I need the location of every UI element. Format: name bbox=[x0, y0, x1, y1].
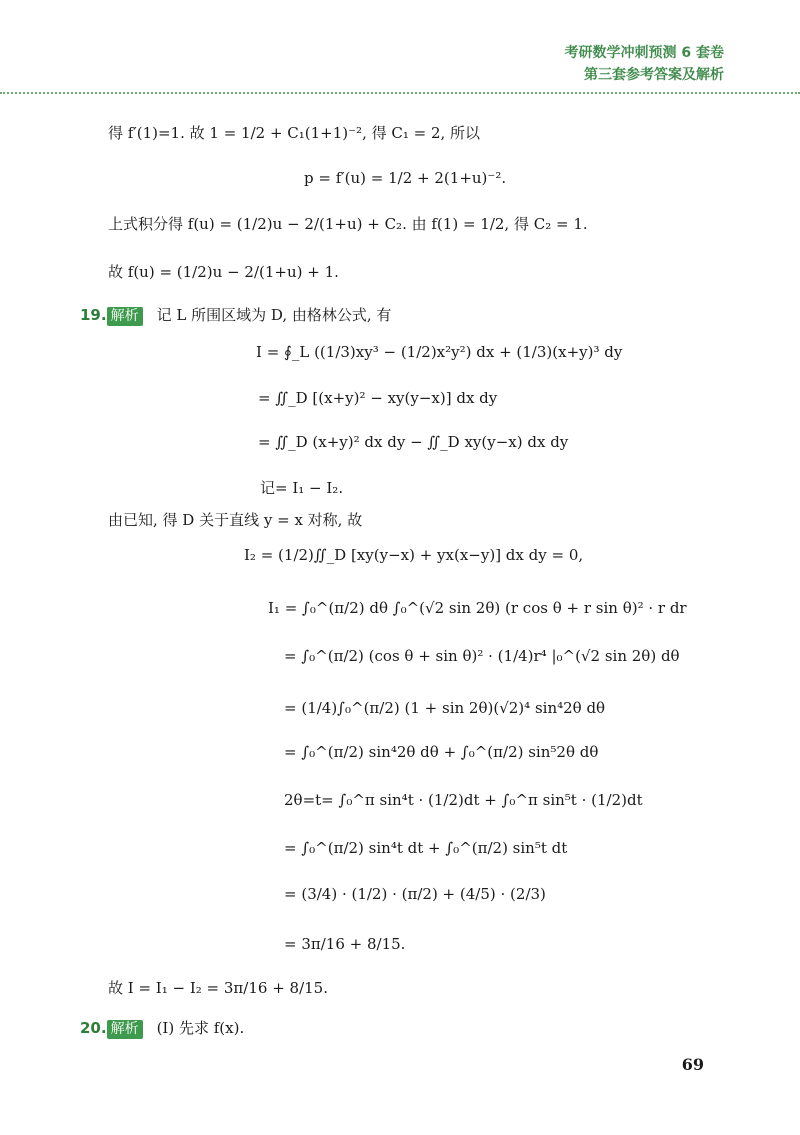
text-line: 故 f(u) = (1/2)u − 2/(1+u) + 1. bbox=[108, 263, 339, 281]
formula-line: = 3π/16 + 8/15. bbox=[284, 935, 406, 953]
formula-line: I = ∮_L ((1/3)xy³ − (1/2)x²y²) dx + (1/3)(x+y)³ dy bbox=[256, 343, 623, 361]
formula-line: 2θ=t= ∫₀^π sin⁴t · (1/2)dt + ∫₀^π sin⁵t · (1/2)dt bbox=[284, 791, 643, 809]
formula-line: I₂ = (1/2)∬_D [xy(y−x) + yx(x−y)] dx dy = 0, bbox=[244, 546, 584, 564]
formula-line: = (3/4) · (1/2) · (π/2) + (4/5) · (2/3) bbox=[284, 885, 546, 903]
header-subtitle: 第三套参考答案及解析 bbox=[584, 67, 724, 83]
analysis-tag: 解析 bbox=[107, 307, 143, 326]
text-line: (Ⅰ) 先求 f(x). bbox=[156, 1019, 245, 1037]
formula-line: 记= I₁ − I₂. bbox=[260, 479, 344, 497]
page-number: 69 bbox=[681, 1055, 704, 1074]
formula-line: = ∫₀^(π/2) sin⁴t dt + ∫₀^(π/2) sin⁵t dt bbox=[284, 839, 568, 857]
text-line: 记 L 所围区域为 D, 由格林公式, 有 bbox=[156, 306, 392, 324]
formula-line: I₁ = ∫₀^(π/2) dθ ∫₀^(√2 sin 2θ) (r cos θ + r sin θ)² · r dr bbox=[268, 599, 687, 617]
text-line: 由已知, 得 D 关于直线 y = x 对称, 故 bbox=[108, 511, 363, 529]
formula-line: = ∫₀^(π/2) sin⁴2θ dθ + ∫₀^(π/2) sin⁵2θ dθ bbox=[284, 743, 599, 761]
analysis-tag: 解析 bbox=[107, 1020, 143, 1039]
text-line: 得 f′(1)=1. 故 1 = 1/2 + C₁(1+1)⁻², 得 C₁ = 2, 所以 bbox=[108, 124, 481, 142]
question-19 bbox=[80, 305, 391, 326]
question-20 bbox=[80, 1018, 244, 1039]
formula-line: = (1/4)∫₀^(π/2) (1 + sin 2θ)(√2)⁴ sin⁴2θ dθ bbox=[284, 699, 606, 717]
header-divider bbox=[0, 92, 800, 94]
question-number: 19. bbox=[80, 306, 107, 324]
text-line: 故 I = I₁ − I₂ = 3π/16 + 8/15. bbox=[108, 979, 328, 997]
question-number: 20. bbox=[80, 1019, 107, 1037]
formula-line: = ∬_D (x+y)² dx dy − ∬_D xy(y−x) dx dy bbox=[258, 433, 569, 451]
formula-line: = ∫₀^(π/2) (cos θ + sin θ)² · (1/4)r⁴ |₀^(√2 sin 2θ) dθ bbox=[284, 647, 680, 665]
formula-line: = ∬_D [(x+y)² − xy(y−x)] dx dy bbox=[258, 389, 498, 407]
text-line: 上式积分得 f(u) = (1/2)u − 2/(1+u) + C₂. 由 f(1) = 1/2, 得 C₂ = 1. bbox=[108, 215, 588, 233]
formula-line: p = f′(u) = 1/2 + 2(1+u)⁻². bbox=[304, 169, 507, 187]
header-title: 考研数学冲刺预测 6 套卷 bbox=[564, 45, 724, 61]
